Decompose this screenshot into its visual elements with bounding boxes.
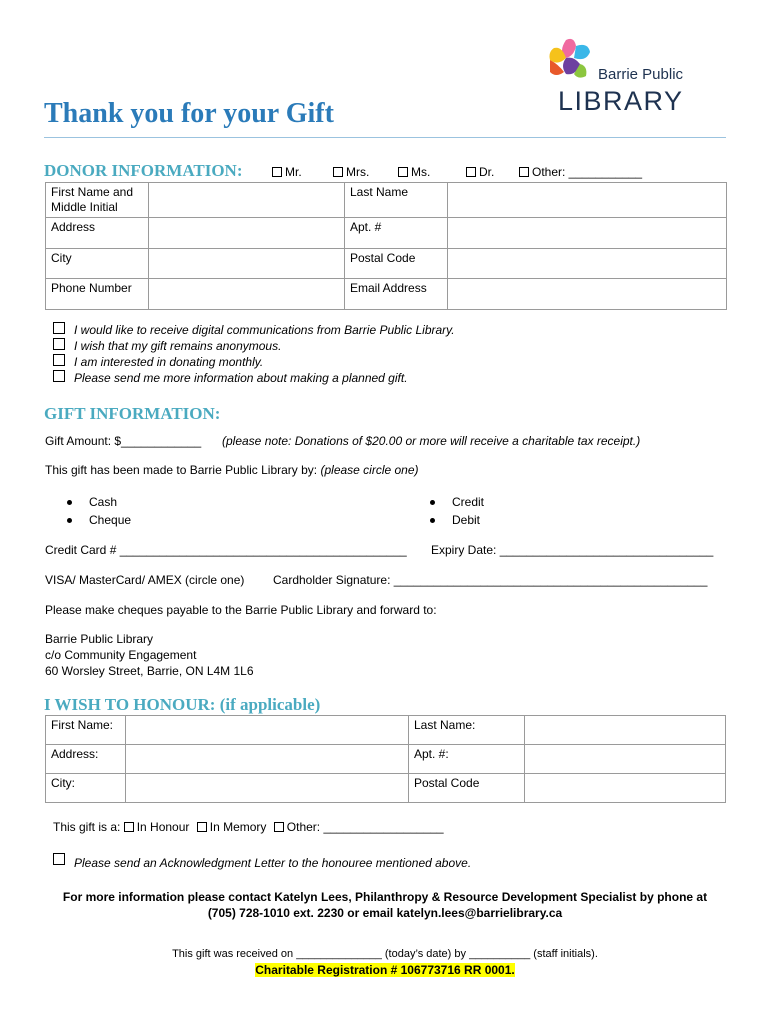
mail-address-line2: c/o Community Engagement <box>45 648 197 662</box>
option-anonymous-label: I wish that my gift remains anonymous. <box>74 339 282 353</box>
gift-is-row <box>53 820 444 834</box>
checkbox-icon <box>53 370 65 382</box>
method-cash[interactable]: Cash <box>67 495 117 509</box>
mail-address-line3: 60 Worsley Street, Barrie, ON L4M 1L6 <box>45 664 254 678</box>
logo-line1: Barrie Public <box>598 66 684 83</box>
table-row <box>46 183 727 218</box>
honour-first-name-label: First Name: <box>46 716 126 745</box>
logo-mark-icon <box>544 36 596 88</box>
checkbox-icon <box>272 167 282 177</box>
card-types: VISA/ MasterCard/ AMEX (circle one) <box>45 573 245 587</box>
donor-heading: DONOR INFORMATION: <box>44 161 243 180</box>
ack-letter-label: Please send an Acknowledgment Letter to the honouree mentioned above. <box>74 856 472 870</box>
table-row <box>46 716 726 745</box>
library-logo <box>544 36 714 116</box>
honour-apt-label: Apt. #: <box>409 745 525 774</box>
honour-table <box>45 715 726 803</box>
received-line: This gift was received on ______________ (today’s date) by __________ (staff initials). <box>172 948 598 960</box>
registration-line <box>0 963 770 977</box>
donor-table <box>45 182 727 310</box>
salutation-ms[interactable]: Ms. <box>398 165 430 179</box>
checkbox-icon <box>398 167 408 177</box>
honour-heading: I WISH TO HONOUR: (if applicable) <box>44 695 321 714</box>
in-memory-label: In Memory <box>209 820 267 834</box>
email-label: Email Address <box>345 279 448 310</box>
gift-is-label: This gift is a: <box>53 820 121 834</box>
in-honour-checkbox[interactable] <box>124 822 134 832</box>
other-label[interactable]: Other: __________________ <box>286 820 444 834</box>
in-honour-label: In Honour <box>136 820 190 834</box>
honour-address-field[interactable] <box>126 745 409 774</box>
honour-city-label: City: <box>46 774 126 803</box>
honour-city-field[interactable] <box>126 774 409 803</box>
method-credit[interactable]: Credit <box>430 495 484 509</box>
table-row <box>46 279 727 310</box>
apt-field[interactable] <box>448 218 727 249</box>
checkbox-icon <box>333 167 343 177</box>
title-divider <box>44 137 726 138</box>
salutation-other[interactable]: Other: ___________ <box>519 165 642 179</box>
first-name-label: First Name and Middle Initial <box>46 183 149 218</box>
option-monthly-label: I am interested in donating monthly. <box>74 355 264 369</box>
other-checkbox[interactable] <box>274 822 284 832</box>
logo-line2: LIBRARY <box>558 86 684 116</box>
first-name-field[interactable] <box>149 183 345 218</box>
address-field[interactable] <box>149 218 345 249</box>
honour-last-name-field[interactable] <box>525 716 726 745</box>
postal-code-label: Postal Code <box>345 249 448 279</box>
ack-letter-checkbox[interactable] <box>53 853 65 868</box>
last-name-label: Last Name <box>345 183 448 218</box>
city-label: City <box>46 249 149 279</box>
checkbox-icon <box>466 167 476 177</box>
bullet-icon <box>67 500 72 505</box>
honour-last-name-label: Last Name: <box>409 716 525 745</box>
honour-postal-code-label: Postal Code <box>409 774 525 803</box>
honour-apt-field[interactable] <box>525 745 726 774</box>
apt-label: Apt. # <box>345 218 448 249</box>
gift-amount-label: Gift Amount: $____________ <box>45 434 202 448</box>
checkbox-icon <box>53 322 65 334</box>
bullet-icon <box>430 518 435 523</box>
honour-postal-code-field[interactable] <box>525 774 726 803</box>
method-debit[interactable]: Debit <box>430 513 480 527</box>
postal-code-field[interactable] <box>448 249 727 279</box>
salutation-mr[interactable]: Mr. <box>272 165 302 179</box>
mail-address-line1: Barrie Public Library <box>45 632 154 646</box>
table-row <box>46 218 727 249</box>
in-memory-checkbox[interactable] <box>197 822 207 832</box>
page-title: Thank you for your Gift <box>44 98 334 129</box>
bullet-icon <box>430 500 435 505</box>
expiry-date-field[interactable]: Expiry Date: ________________________________ <box>431 543 714 557</box>
registration-text: Charitable Registration # 106773716 RR 0001. <box>255 963 515 977</box>
last-name-field[interactable] <box>448 183 727 218</box>
gift-amount-note: (please note: Donations of $20.00 or more will receive a charitable tax receipt.) <box>222 434 641 448</box>
credit-card-field[interactable]: Credit Card # ___________________________________________ <box>45 543 407 557</box>
salutation-mrs[interactable]: Mrs. <box>333 165 369 179</box>
honour-address-label: Address: <box>46 745 126 774</box>
checkbox-icon <box>53 354 65 366</box>
option-digital-comms-label: I would like to receive digital communications from Barrie Public Library. <box>74 323 455 337</box>
table-row <box>46 249 727 279</box>
contact-line2: (705) 728-1010 ext. 2230 or email katelyn.lees@barrielibrary.ca <box>207 906 563 920</box>
checkbox-icon <box>519 167 529 177</box>
table-row <box>46 774 726 803</box>
checkbox-icon <box>53 853 65 865</box>
option-digital-comms[interactable] <box>53 322 65 337</box>
email-field[interactable] <box>448 279 727 310</box>
option-monthly[interactable] <box>53 354 65 369</box>
option-planned-gift[interactable] <box>53 370 65 385</box>
cardholder-signature-field[interactable]: Cardholder Signature: _______________________________________________ <box>273 573 708 587</box>
gift-heading: GIFT INFORMATION: <box>44 404 221 423</box>
table-row <box>46 745 726 774</box>
gift-made-by: This gift has been made to Barrie Public Library by: (please circle one) <box>45 463 419 477</box>
phone-field[interactable] <box>149 279 345 310</box>
phone-label: Phone Number <box>46 279 149 310</box>
method-cheque[interactable]: Cheque <box>67 513 131 527</box>
bullet-icon <box>67 518 72 523</box>
salutation-dr[interactable]: Dr. <box>466 165 494 179</box>
honour-first-name-field[interactable] <box>126 716 409 745</box>
checkbox-icon <box>53 338 65 350</box>
contact-line1: For more information please contact Katelyn Lees, Philanthropy & Resource Development Specialist by phone at <box>62 890 708 904</box>
option-anonymous[interactable] <box>53 338 65 353</box>
address-label: Address <box>46 218 149 249</box>
city-field[interactable] <box>149 249 345 279</box>
cheques-payable: Please make cheques payable to the Barrie Public Library and forward to: <box>45 603 437 617</box>
option-planned-gift-label: Please send me more information about making a planned gift. <box>74 371 408 385</box>
